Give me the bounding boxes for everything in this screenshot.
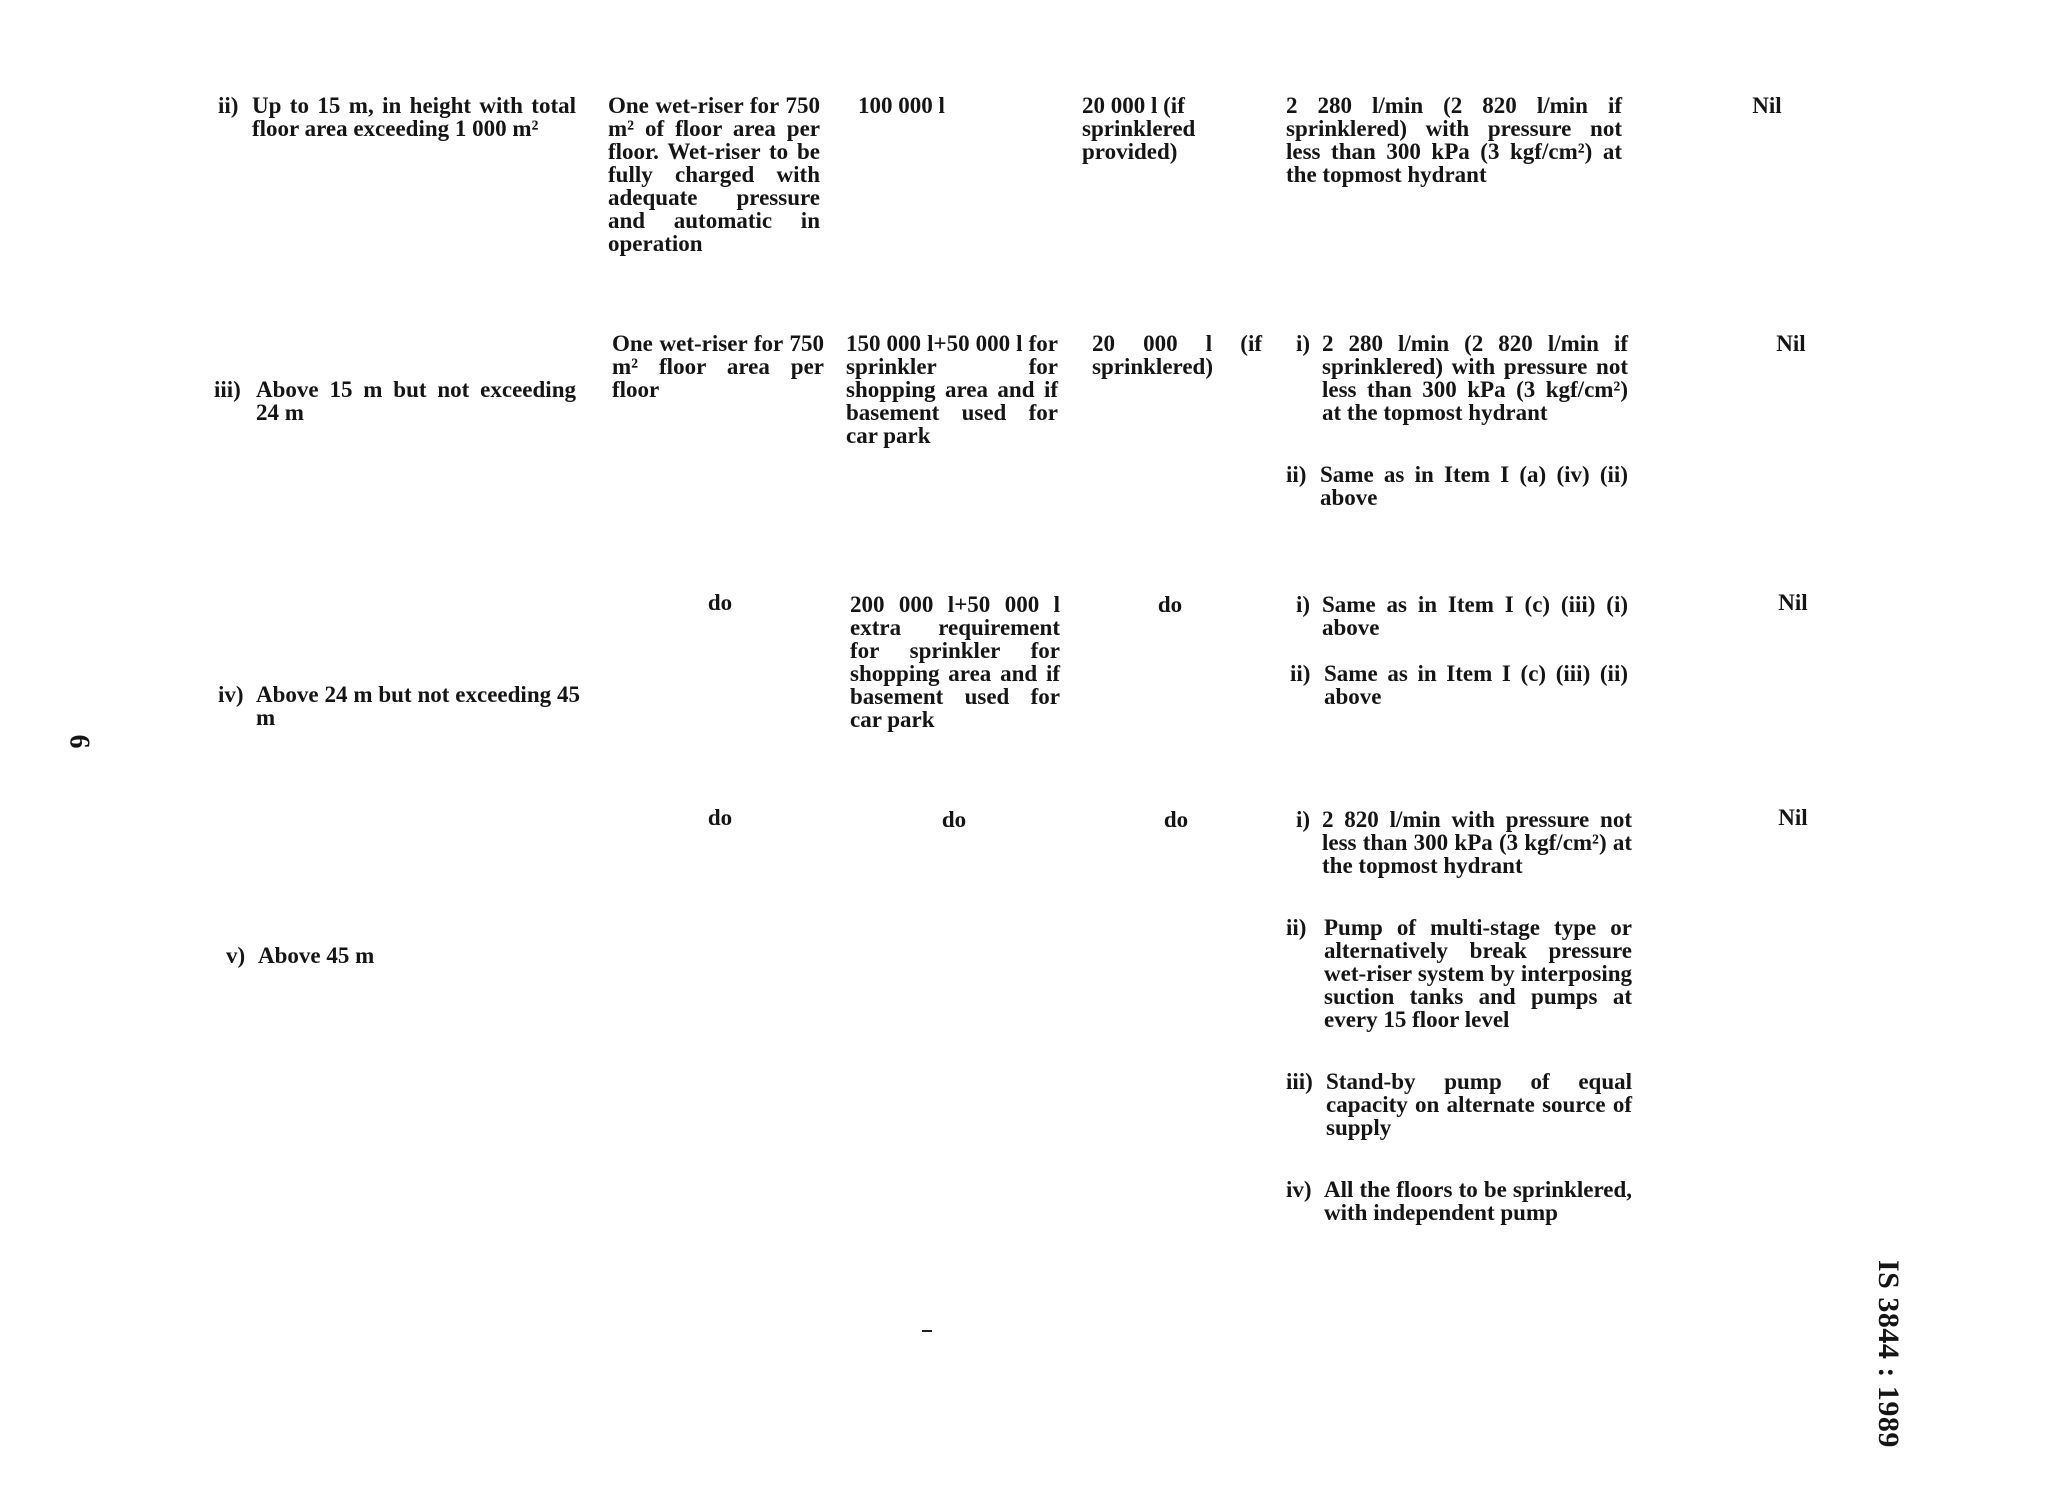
- row-iii-item-number: iii): [214, 377, 241, 402]
- row-v-terrace-tank: do: [1163, 807, 1189, 832]
- row-v-item-text: Above 45 m: [258, 943, 375, 968]
- stray-mark: [922, 1330, 932, 1332]
- row-v-pump-item-3-text: Stand-by pump of equal capacity on alternate source of supply: [1326, 1069, 1632, 1140]
- row-v-pump-item-2-text: Pump of multi-stage type or alternatively break pressure wet-riser system by interposing suction tanks and pumps at every 15 floor level: [1324, 915, 1632, 1032]
- row-iv-terrace-tank: do: [1157, 592, 1183, 617]
- row-iii-other: Nil: [1776, 331, 1806, 356]
- row-iv-wet-riser: do: [707, 590, 733, 615]
- row-ii-other: Nil: [1752, 93, 1782, 118]
- row-iii-item: [214, 378, 576, 424]
- row-ii-pump-item: [1286, 94, 1622, 186]
- row-v-tank-capacity: do: [941, 807, 967, 832]
- row-iv-item: [218, 683, 580, 729]
- row-v-pump-item-1-number: i): [1296, 807, 1311, 832]
- row-iv-item-text: Above 24 m but not exceeding 45 m: [256, 682, 580, 730]
- row-ii-pump-requirements: [1286, 94, 1622, 186]
- row-iv-pump-item-1-text: Same as in Item I (c) (iii) (i) above: [1322, 592, 1628, 640]
- row-ii-terrace-tank: 20 000 l (if sprinklered provided): [1082, 93, 1196, 164]
- row-v-pump-item-4-text: All the floors to be sprinklered, with independent pump: [1324, 1177, 1632, 1225]
- row-v-pump-requirements: [1286, 807, 1632, 1225]
- row-ii-item: [218, 94, 576, 140]
- row-iii-terrace-tank: 20 000 l (if sprinklered): [1092, 331, 1262, 379]
- row-iv-pump-item-2: [1290, 662, 1628, 708]
- row-v-pump-item-3-number: iii): [1286, 1069, 1313, 1094]
- row-v-item-number: v): [226, 943, 246, 968]
- row-ii-pump-item-text: 2 280 l/min (2 820 l/min if sprinklered) with pressure not less than 300 kPa (3 kgf/cm²) at the topmost hydrant: [1286, 93, 1622, 187]
- row-ii-tank-capacity: 100 000 l: [858, 93, 945, 118]
- row-iii-pump-item-1-number: i): [1296, 331, 1311, 356]
- row-v-pump-item-1: [1296, 808, 1632, 877]
- row-v-other: Nil: [1778, 805, 1808, 830]
- row-ii-item-number: ii): [218, 93, 239, 118]
- row-ii-item-text: Up to 15 m, in height with total floor area exceeding 1 000 m²: [252, 93, 576, 141]
- row-v-pump-item-3: [1286, 1070, 1632, 1139]
- row-iv-pump-item-1: [1296, 593, 1628, 639]
- row-iii-pump-requirements: [1286, 331, 1628, 510]
- row-iii-item-text: Above 15 m but not exceeding 24 m: [256, 377, 576, 425]
- row-iii-pump-item-2: [1286, 463, 1628, 509]
- row-iii-pump-item-1: [1296, 332, 1628, 424]
- row-v-pump-item-4-number: iv): [1286, 1177, 1312, 1202]
- row-v-pump-item-2: [1286, 916, 1632, 1031]
- row-iii-tank-capacity: 150 000 l+50 000 l for sprinkler for shopping area and if basement used for car park: [846, 331, 1058, 448]
- row-ii-wet-riser: One wet-riser for 750 m² of floor area per floor. Wet-riser to be fully charged with adequate pressure and automatic in operation: [608, 93, 820, 256]
- page-number: 6: [63, 734, 95, 749]
- row-iv-pump-item-2-number: ii): [1290, 661, 1311, 686]
- standard-code: IS 3844 : 1989: [1872, 1260, 1905, 1448]
- row-v-item: [226, 944, 578, 967]
- row-iv-pump-item-1-number: i): [1296, 592, 1311, 617]
- row-iii-wet-riser: One wet-riser for 750 m² floor area per floor: [612, 331, 824, 402]
- row-v-pump-item-1-text: 2 820 l/min with pressure not less than 300 kPa (3 kgf/cm²) at the topmost hydrant: [1322, 807, 1632, 878]
- row-iv-pump-item-2-text: Same as in Item I (c) (iii) (ii) above: [1324, 661, 1628, 709]
- row-iv-item-number: iv): [218, 682, 244, 707]
- row-v-pump-item-4: [1286, 1178, 1632, 1224]
- row-v-wet-riser: do: [707, 805, 733, 830]
- row-iii-pump-item-1-text: 2 280 l/min (2 820 l/min if sprinklered) with pressure not less than 300 kPa (3 kgf/cm²) at the topmost hydrant: [1322, 331, 1628, 425]
- row-iii-pump-item-2-text: Same as in Item I (a) (iv) (ii) above: [1320, 462, 1628, 510]
- row-iv-pump-requirements: [1292, 593, 1628, 708]
- row-iv-other: Nil: [1778, 590, 1808, 615]
- row-v-pump-item-2-number: ii): [1286, 915, 1307, 940]
- row-iv-tank-capacity: 200 000 l+50 000 l extra requirement for sprinkler for shopping area and if basement used for car park: [850, 592, 1060, 732]
- row-iii-pump-item-2-number: ii): [1286, 462, 1307, 487]
